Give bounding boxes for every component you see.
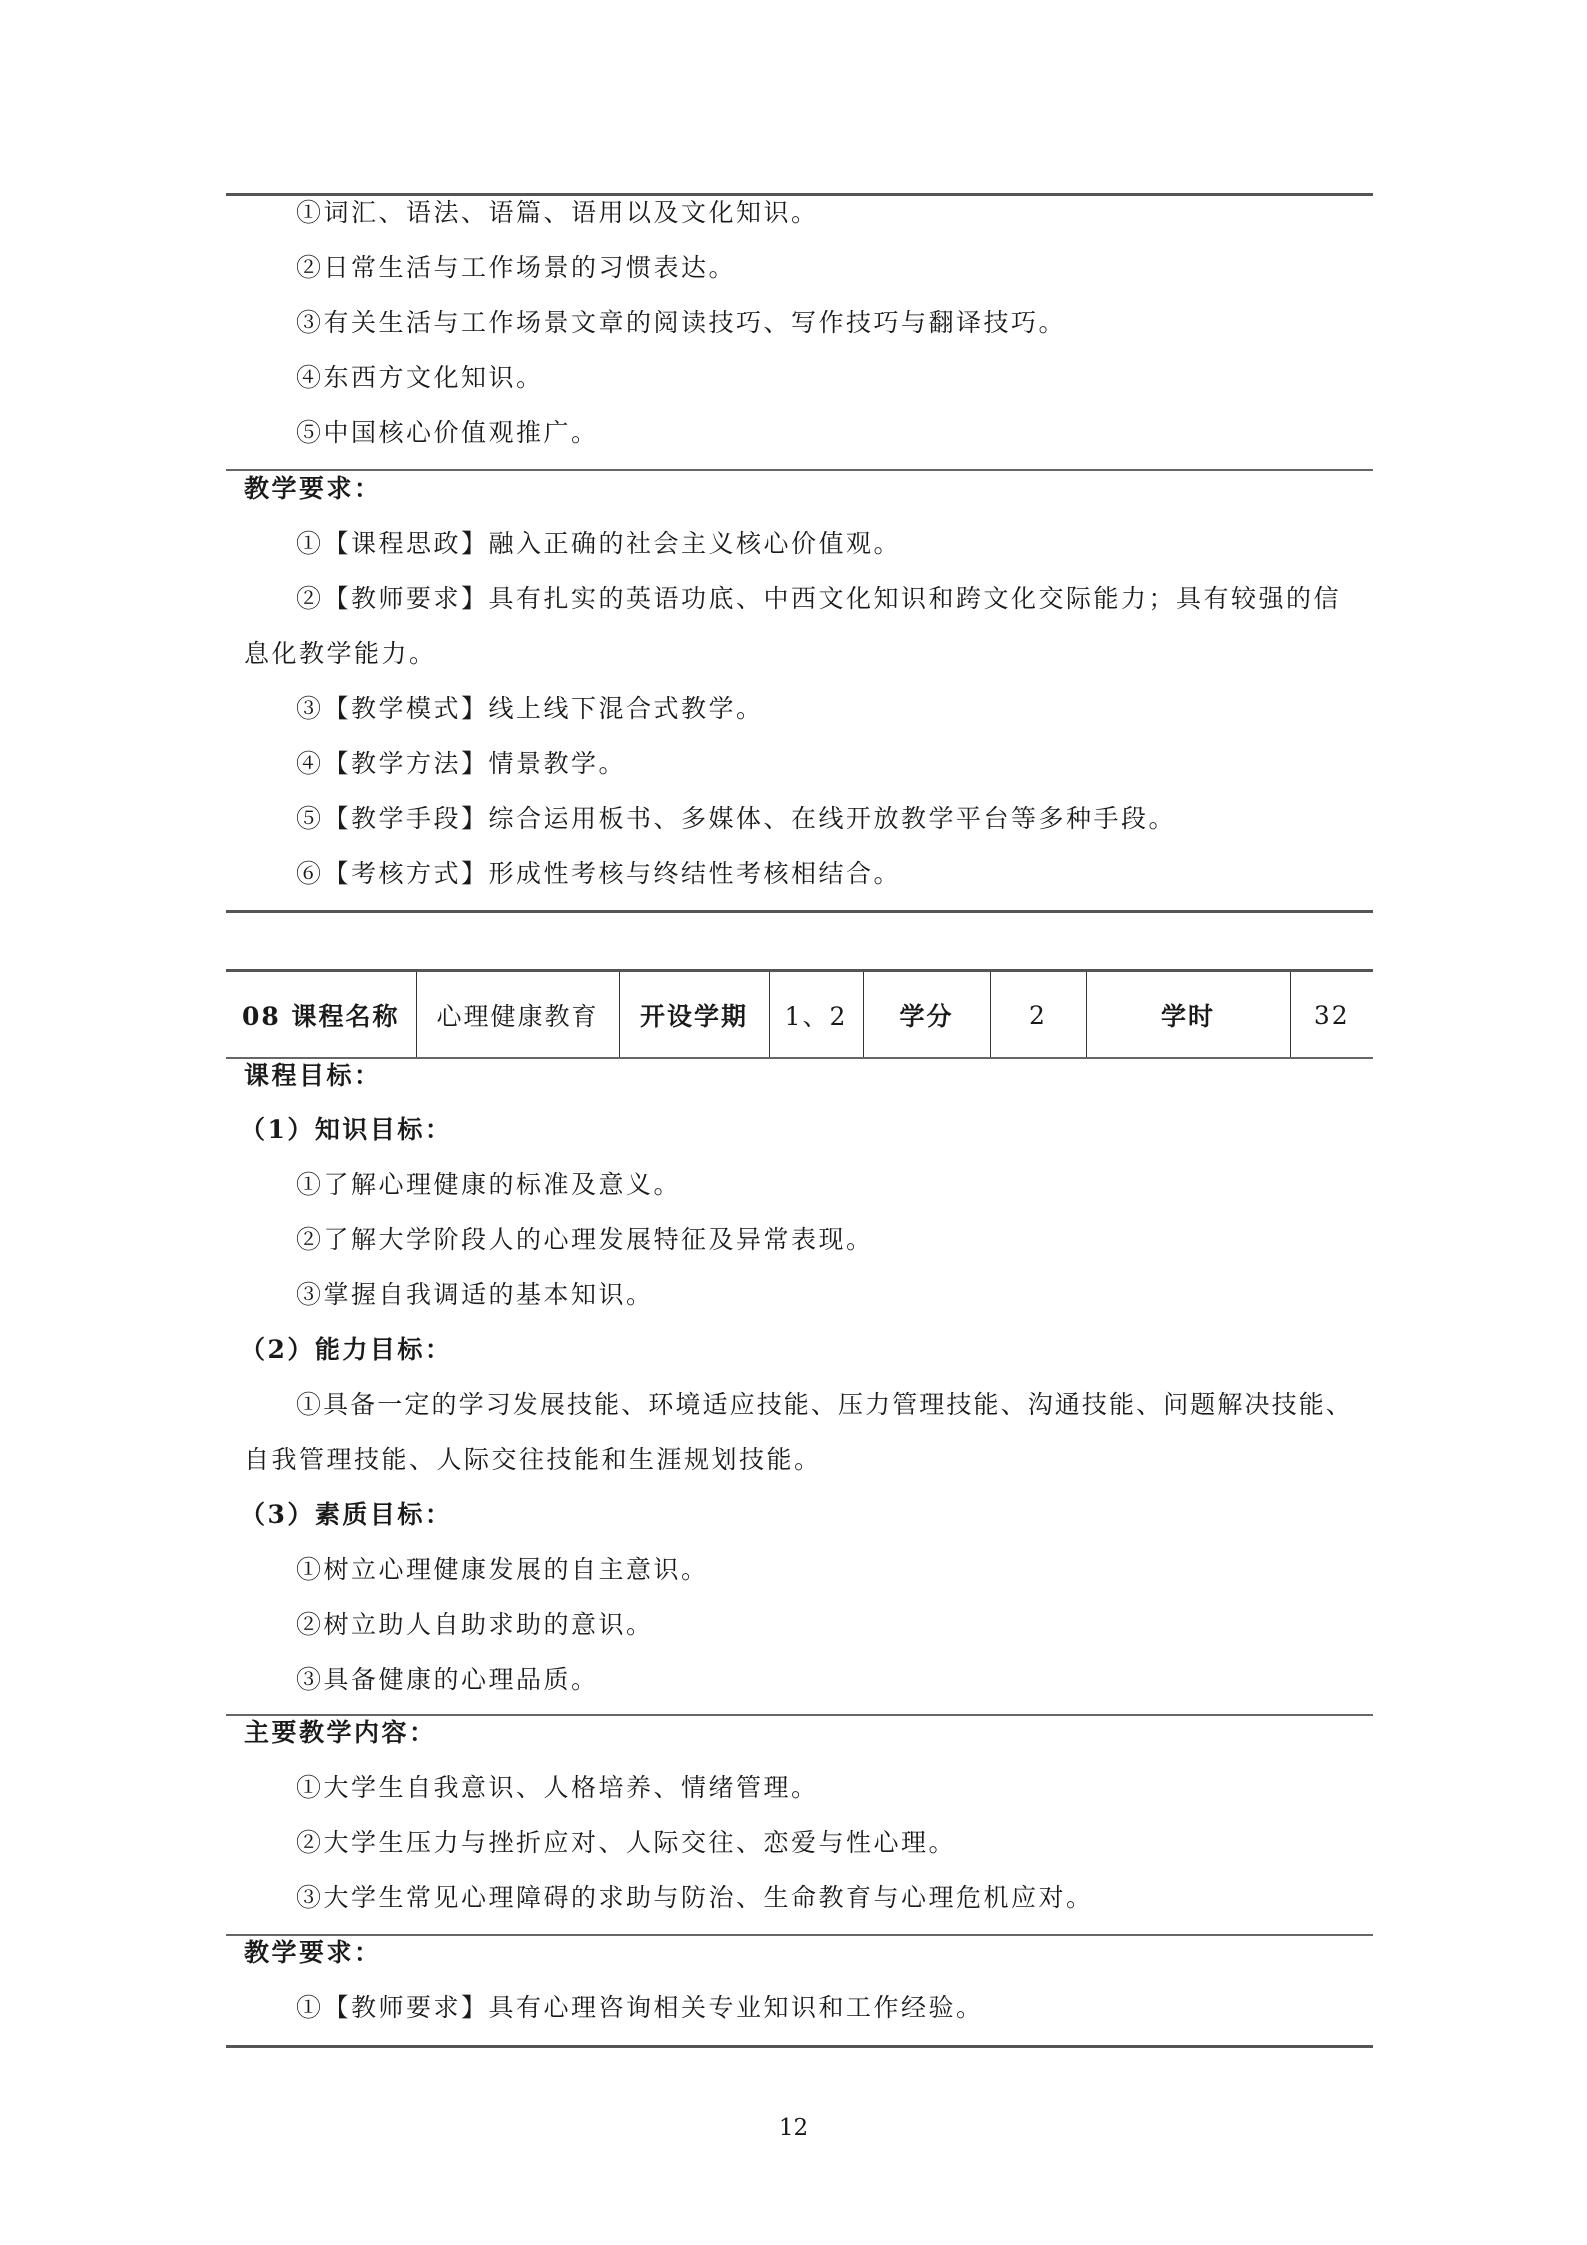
ability-item: ①具备一定的学习发展技能、环境适应技能、压力管理技能、沟通技能、问题解决技能、 [296, 1390, 1353, 1419]
knowledge-goals-heading: （1）知识目标： [240, 1115, 453, 1144]
term-label: 开设学期 [619, 972, 769, 1058]
course-name-label: 08 课程名称 [226, 972, 416, 1058]
content-item: ⑤中国核心价值观推广。 [296, 418, 599, 447]
credit-label: 学分 [863, 972, 990, 1058]
content-item: ③大学生常见心理障碍的求助与防治、生命教育与心理危机应对。 [296, 1883, 1094, 1912]
content-item: ②大学生压力与挫折应对、人际交往、恋爱与性心理。 [296, 1828, 957, 1857]
content-item: ①大学生自我意识、人格培养、情绪管理。 [296, 1773, 819, 1802]
requirement-item: ①【教师要求】具有心理咨询相关专业知识和工作经验。 [296, 1993, 984, 2022]
requirement-item: ⑤【教学手段】综合运用板书、多媒体、在线开放教学平台等多种手段。 [296, 804, 1177, 833]
course-header-table [226, 972, 1373, 1058]
content-item: ①词汇、语法、语篇、语用以及文化知识。 [296, 198, 819, 227]
hours-label: 学时 [1086, 972, 1290, 1058]
credit-value: 2 [990, 972, 1086, 1058]
row-divider [226, 1934, 1373, 1936]
teaching-requirements-heading: 教学要求： [244, 474, 382, 503]
requirement-item: ④【教学方法】情景教学。 [296, 749, 627, 778]
page-number: 12 [778, 2115, 809, 2141]
header-row-divider [226, 1057, 1373, 1059]
row-divider [226, 469, 1373, 471]
quality-item: ③具备健康的心理品质。 [296, 1665, 599, 1694]
requirement-item-continued: 息化教学能力。 [244, 639, 437, 668]
requirement-item: ⑥【考核方式】形成性考核与终结性考核相结合。 [296, 859, 902, 888]
knowledge-item: ③掌握自我调适的基本知识。 [296, 1280, 654, 1309]
knowledge-item: ②了解大学阶段人的心理发展特征及异常表现。 [296, 1225, 874, 1254]
teaching-requirements-heading: 教学要求： [244, 1938, 382, 1967]
course-goals-heading: 课程目标： [244, 1061, 382, 1090]
term-value: 1、2 [769, 972, 863, 1058]
knowledge-item: ①了解心理健康的标准及意义。 [296, 1170, 682, 1199]
quality-item: ①树立心理健康发展的自主意识。 [296, 1555, 709, 1584]
course-name-value: 心理健康教育 [416, 972, 619, 1058]
table-bottom-border [226, 910, 1373, 913]
main-content-heading: 主要教学内容： [244, 1718, 437, 1747]
requirement-item: ③【教学模式】线上线下混合式教学。 [296, 694, 764, 723]
quality-item: ②树立助人自助求助的意识。 [296, 1610, 654, 1639]
ability-goals-heading: （2）能力目标： [240, 1335, 453, 1364]
content-item: ④东西方文化知识。 [296, 363, 544, 392]
ability-item-continued: 自我管理技能、人际交往技能和生涯规划技能。 [244, 1445, 822, 1474]
requirement-item: ②【教师要求】具有扎实的英语功底、中西文化知识和跨文化交际能力；具有较强的信 [296, 584, 1342, 613]
requirement-item: ①【课程思政】融入正确的社会主义核心价值观。 [296, 529, 902, 558]
content-item: ③有关生活与工作场景文章的阅读技巧、写作技巧与翻译技巧。 [296, 308, 1067, 337]
content-item: ②日常生活与工作场景的习惯表达。 [296, 253, 737, 282]
quality-goals-heading: （3）素质目标： [240, 1500, 453, 1529]
hours-value: 32 [1290, 972, 1373, 1058]
course-table-bottom-border [226, 2045, 1373, 2048]
